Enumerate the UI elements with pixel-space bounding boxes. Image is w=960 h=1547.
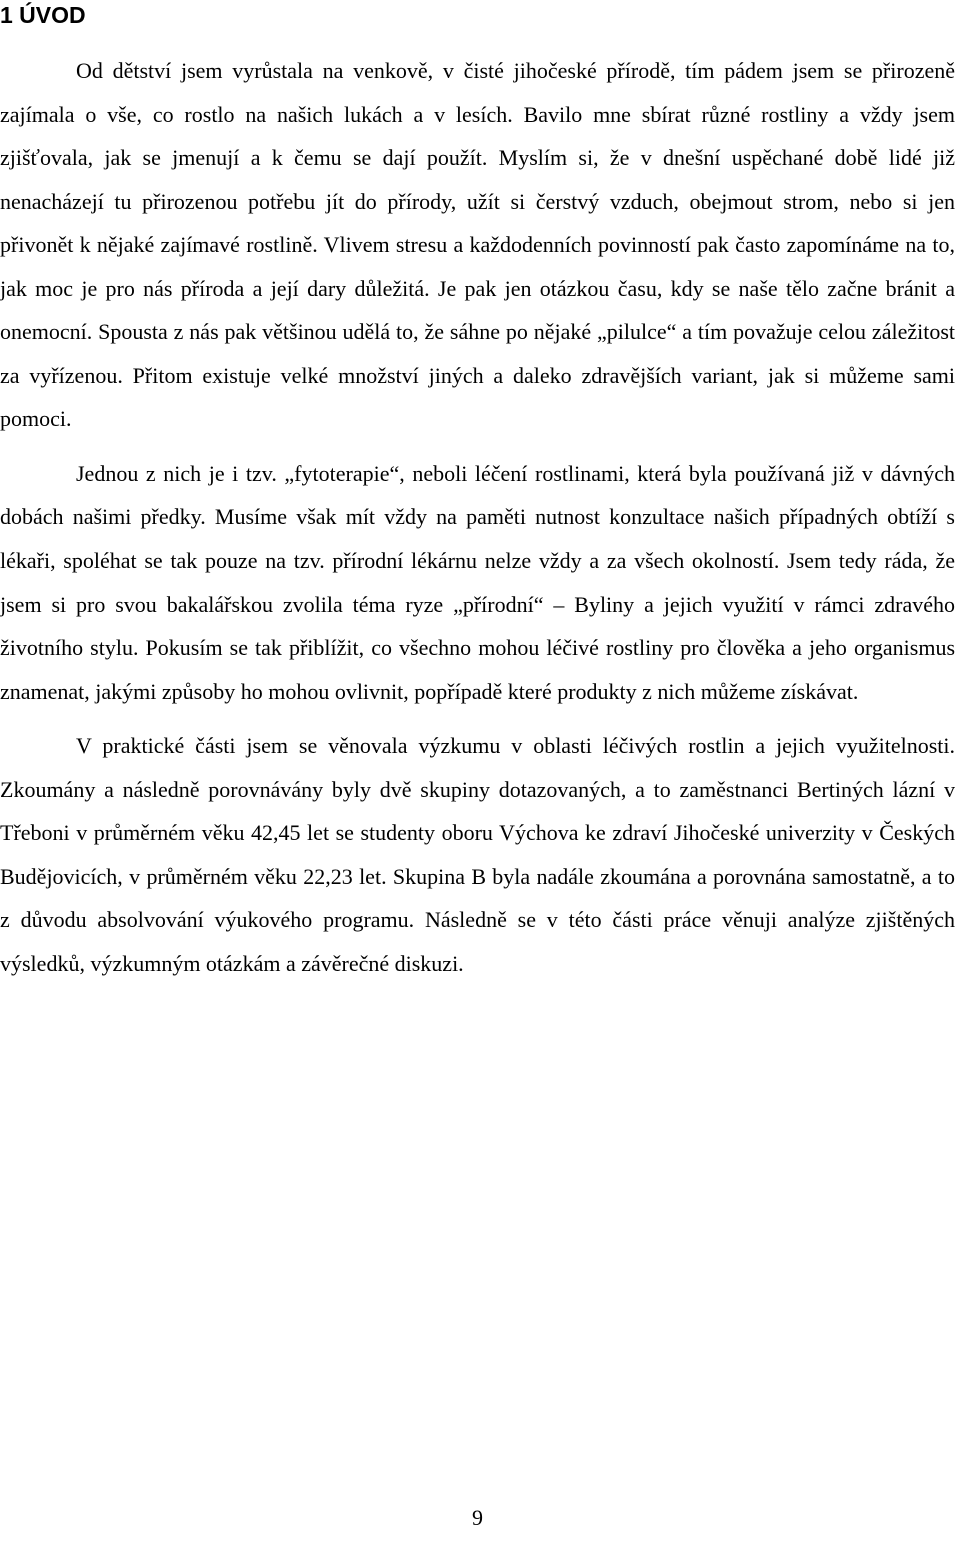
chapter-heading: 1 ÚVOD	[0, 2, 86, 28]
chapter-body	[0, 49, 955, 985]
paragraph-introduction: Od dětství jsem vyrůstala na venkově, v čisté jihočeské přírodě, tím pádem jsem se přirozeně zajímala o vše, co rostlo na našich lukách a v lesích. Bavilo mne sbírat různé rostliny a vždy jsem zjišťovala, jak se jmenují a k čemu se dají použít. Myslím si, že v dnešní uspěchané době lidé již nenacházejí tu přirozenou potřebu jít do přírody, užít si čerstvý vzduch, obejmout strom, nebo si jen přivonět k nějaké zajímavé rostlině. Vlivem stresu a každodenních povinností pak často zapomínáme na to, jak moc je pro nás příroda a její dary důležitá. Je pak jen otázkou času, kdy se naše tělo začne bránit a onemocní. Spousta z nás pak většinou udělá to, že sáhne po nějaké „pilulce“ a tím považuje celou záležitost za vyřízenou. Přitom existuje velké množství jiných a daleko zdravějších variant, jak si můžeme sami pomoci.	[0, 58, 955, 432]
paragraph-phytotherapy: Jednou z nich je i tzv. „fytoterapie“, neboli léčení rostlinami, která byla používaná již v dávných dobách našimi předky. Musíme však mít vždy na paměti nutnost konzultace našich případných obtíží s lékaři, spoléhat se tak pouze na tzv. přírodní lékárnu nelze vždy a za všech okolností. Jsem tedy ráda, že jsem si pro svou bakalářskou zvolila téma ryze „přírodní“ – Byliny a jejich využití v rámci zdravého životního stylu. Pokusím se tak přiblížit, co všechno mohou léčivé rostliny pro člověka a jeho organismus znamenat, jakými způsoby ho mohou ovlivnit, popřípadě které produkty z nich můžeme získávat.	[0, 460, 955, 704]
paragraph-practical-part: V praktické části jsem se věnovala výzkumu v oblasti léčivých rostlin a jejich využitelnosti. Zkoumány a následně porovnávány byly dvě skupiny dotazovaných, a to zaměstnanci Bertiných lázní v Třeboni v průměrném věku 42,45 let se studenty oboru Výchova ke zdraví Jihočeské univerzity v Českých Budějovicích, v průměrném věku 22,23 let. Skupina B byla nadále zkoumána a porovnána samostatně, a to z důvodu absolvování výukového programu. Následně se v této části práce věnuji analýze zjištěných výsledků, výzkumným otázkám a závěrečné diskuzi.	[0, 733, 955, 976]
page-number: 9	[472, 1505, 483, 1530]
